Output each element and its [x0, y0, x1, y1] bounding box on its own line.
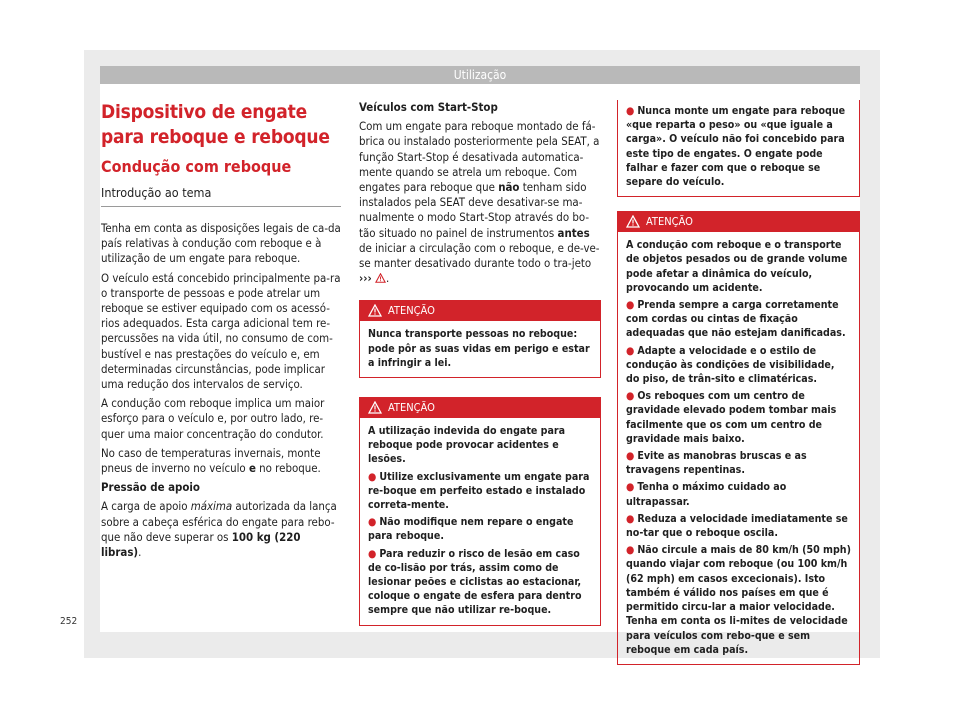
- support-heading: Pressão de apoio: [101, 480, 200, 495]
- warning-label: ATENÇÃO: [388, 401, 435, 415]
- paragraph-effort: A condução com reboque implica um maior esforço para o veículo e, por outro lado, re-quer uma maior concentração do condutor.: [101, 396, 325, 441]
- warning-header: [618, 212, 859, 232]
- list-item-text: Não circule a mais de 80 km/h (50 mph) quando viajar com reboque (ou 100 km/h (62 mph) em casos excecionais). Isto também é válido nos países em que é permitido circu-lar a maior velocidade. Tenha em conta os li-mites de velocidade para veículos com rebo-que e sem reboque em cada país.: [626, 544, 851, 656]
- list-item: ● Não modifique nem repare o engate para reboque.: [368, 516, 574, 543]
- list-item: ● Utilize exclusivamente um engate para re-boque em perfeito estado e instalado correta-mente.: [368, 470, 590, 512]
- list-item: ● Reduza a velocidade imediatamente se no-tar que o reboque oscila.: [626, 512, 848, 540]
- start-stop-bold-not: não: [498, 180, 520, 195]
- winter-text-end: no reboque.: [255, 461, 321, 476]
- warning-content: [618, 100, 859, 196]
- list-item: ● Nunca monte um engate para reboque «que reparta o peso» ou «que iguale a carga». O veículo não foi concebido para este tipo de engates. O engate pode falhar e fazer com que o reboque se separe do veículo.: [626, 105, 846, 189]
- start-stop-heading: Veículos com Start-Stop: [359, 100, 498, 114]
- list-item-text: Adapte a velocidade e o estilo de condução às condições de visibilidade, do piso, de trân-sito e climatéricas.: [626, 344, 835, 386]
- section-subtitle: Condução com reboque: [101, 157, 292, 176]
- warning-content: [618, 232, 859, 664]
- list-item-text: Tenha o máximo cuidado ao ultrapassar.: [626, 481, 787, 508]
- warning-text: Nunca transporte pessoas no reboque: pode pôr as suas vidas em perigo e estar a infringir a lei.: [368, 328, 590, 369]
- cross-reference-arrows[interactable]: ›››: [359, 271, 372, 286]
- page-number: 252: [60, 616, 78, 627]
- start-stop-text-end: .: [385, 271, 390, 286]
- page-title: Dispositivo de engate para reboque e reboque: [101, 101, 330, 148]
- list-item-text: Nunca monte um engate para reboque «que reparta o peso» ou «que iguale a carga». O veículo não foi concebido para este tipo de engates. O engate pode falhar e fazer com que o reboque se separe do veículo.: [626, 105, 846, 189]
- warning-intro: A condução com reboque e o transporte de objetos pesados ou de grande volume pode afetar a dinâmica do veículo, provocando um acidente.: [626, 239, 848, 294]
- list-item-text: Prenda sempre a carga corretamente com cordas ou cintas de fixação adequadas que não estejam danificadas.: [626, 299, 846, 340]
- winter-text: No caso de temperaturas invernais, monte pneus de inverno no veículo: [101, 445, 321, 476]
- list-item-text: Não modifique nem repare o engate para reboque.: [368, 516, 574, 543]
- list-item: ● Prenda sempre a carga corretamente com cordas ou cintas de fixação adequadas que não estejam danificadas.: [626, 299, 846, 340]
- warning-box-passengers: [359, 300, 601, 378]
- list-item-text: Os reboques com um centro de gravidade elevado podem tombar mais facilmente que os com um centro de gravidade mais baixo.: [626, 390, 837, 445]
- list-item-text: Para reduzir o risco de lesão em caso de co-lisão por trás, assim como de lesionar peões e ciclistas ao estacionar, coloque o engate de esfera para dentro sempre que não utilizar re-boque.: [368, 547, 582, 617]
- list-item: ● Os reboques com um centro de gravidade elevado podem tombar mais facilmente que os com um centro de gravidade mais baixo.: [626, 390, 837, 445]
- warning-triangle-icon: [368, 401, 382, 414]
- warning-box-continued: [617, 100, 860, 197]
- support-limit: 100 kg (220 libras): [101, 529, 301, 560]
- warning-triangle-icon: [626, 215, 640, 228]
- support-italic: máxima: [190, 499, 233, 514]
- warning-triangle-icon: [368, 304, 382, 317]
- winter-bold: e: [248, 461, 256, 476]
- list-item-text: Utilize exclusivamente um engate para re-boque em perfeito estado e instalado correta-mente.: [368, 470, 590, 512]
- start-stop-text-mid: tenham sido instalados pela SEAT deve desativar-se ma-nualmente o modo Start-Stop através do bo-tão situado no painel de instrumentos: [359, 180, 590, 240]
- list-item: ● Tenha o máximo cuidado ao ultrapassar.: [626, 481, 787, 508]
- support-text-end: .: [138, 545, 142, 560]
- list-item: ● Não circule a mais de 80 km/h (50 mph) quando viajar com reboque (ou 100 km/h (62 mph) em casos excecionais). Isto também é válido nos países em que é permitido circu-lar a maior velocidade. Tenha em conta os li-mites de velocidade para veículos com rebo-que e sem reboque em cada país.: [626, 544, 851, 656]
- start-stop-text-post: de iniciar a circulação com o reboque, e de-ve-se manter desativado durante todo o tra-jeto: [359, 240, 600, 271]
- column-right: [617, 100, 860, 665]
- paragraph-support: [101, 499, 341, 560]
- section-header: Utilização: [100, 66, 860, 84]
- column-middle: [359, 100, 601, 626]
- paragraph-winter: [101, 446, 341, 476]
- list-item: ● Adapte a velocidade e o estilo de condução às condições de visibilidade, do piso, de trân-sito e climatéricas.: [626, 344, 835, 386]
- warning-header: [360, 398, 600, 418]
- warning-box-misuse: [359, 397, 601, 626]
- list-item: ● Para reduzir o risco de lesão em caso de co-lisão por trás, assim como de lesionar peões e ciclistas ao estacionar, coloque o engate de esfera para dentro sempre que não utilizar re-boque.: [368, 547, 582, 617]
- topic-heading: Introdução ao tema: [101, 184, 341, 207]
- warning-content: [360, 418, 600, 625]
- paragraph-vehicle: O veículo está concebido principalmente pa-ra o transporte de pessoas e pode atrelar um reboque se estiver equipado com os acessó-rios adequados. Esta carga adicional tem re-percussões na vida útil, no consumo de com-bustível e nas prestações do veículo e, em determinadas circunstâncias, pode implicar uma redução dos intervalos de serviço.: [101, 270, 341, 392]
- column-left: [101, 100, 341, 560]
- warning-header: [360, 301, 600, 321]
- start-stop-text: Com um engate para reboque montado de fá-brica ou instalado posteriormente pela SEAT, a função Start-Stop é desativada automatica-mente quando se atrela um reboque. Com engates para reboque que: [359, 119, 600, 195]
- warning-box-dynamics: [617, 211, 860, 665]
- support-text: A carga de apoio: [101, 499, 191, 514]
- paragraph-intro: Tenha em conta as disposições legais de ca-da país relativas à condução com reboque e à utilização de um engate para reboque.: [101, 221, 341, 266]
- list-item-text: Reduza a velocidade imediatamente se no-tar que o reboque oscila.: [626, 512, 848, 540]
- warning-label: ATENÇÃO: [388, 304, 435, 318]
- list-item-text: Evite as manobras bruscas e as travagens repentinas.: [626, 450, 807, 477]
- warning-intro: A utilização indevida do engate para reboque pode provocar acidentes e lesões.: [368, 425, 566, 466]
- list-item: ● Evite as manobras bruscas e as travagens repentinas.: [626, 450, 807, 477]
- warning-label: ATENÇÃO: [646, 215, 693, 229]
- paragraph-start-stop: [359, 119, 601, 286]
- support-text-mid: autorizada da lança sobre a cabeça esférica do engate para rebo-que não deve superar os: [101, 499, 337, 544]
- warning-triangle-icon[interactable]: [375, 273, 386, 283]
- start-stop-bold-before: antes: [557, 225, 590, 240]
